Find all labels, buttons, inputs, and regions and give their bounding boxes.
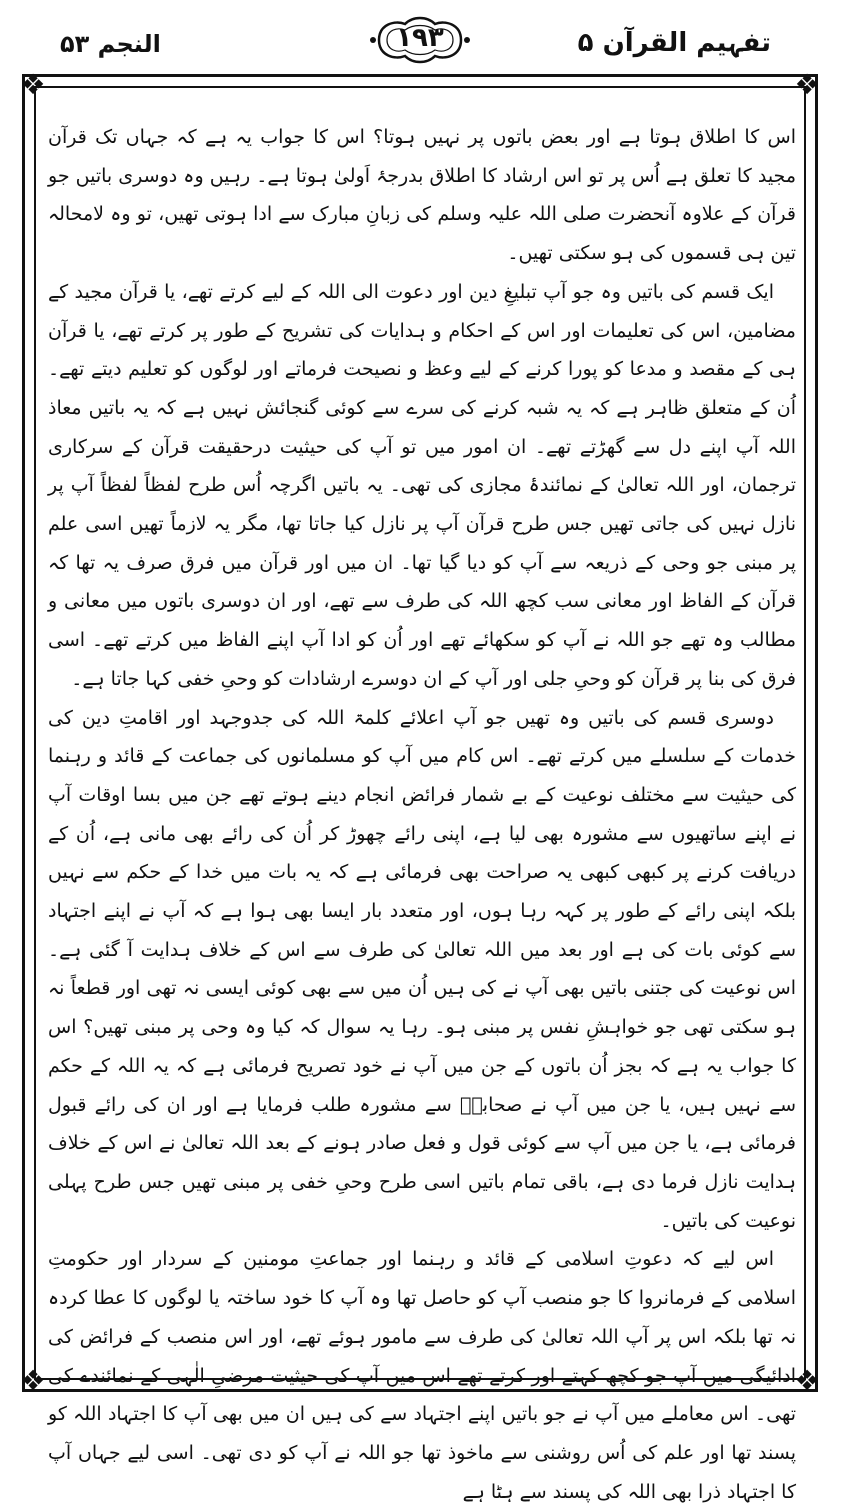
corner-ornament-icon: ❖ — [794, 68, 820, 101]
paragraph: دوسری قسم کی باتیں وہ تھیں جو آپ اعلائے کلمۃ اللہ کی جدوجہد اور اقامتِ دین کی خدمات کے سلسلے میں کرتے تھے۔ اس کام میں آپ کو مسلمانوں کی جماعت کے قائد و رہنما کی حیثیت سے مختلف نوعیت کے بے شمار فرائض انجام دینے ہوتے تھے جن میں بسا اوقات آپ نے اپنے ساتھیوں سے مشورہ بھی لیا ہے، اپنی رائے چھوڑ کر اُن کی رائے بھی مانی ہے، اُن کے دریافت کرنے پر کبھی کبھی یہ صراحت بھی فرمائی ہے کہ یہ بات میں خدا کے حکم سے نہیں بلکہ اپنی رائے کے طور پر کہہ رہا ہوں، اور متعدد بار ایسا بھی ہوا ہے کہ آپ نے اپنے اجتہاد سے کوئی بات کی ہے اور بعد میں اللہ تعالیٰ کی طرف سے اس کے خلاف ہدایت آ گئی ہے۔ اس نوعیت کی جتنی باتیں بھی آپ نے کی ہیں اُن میں سے بھی کوئی ایسی نہ تھی اور قطعاً نہ ہو سکتی تھی جو خواہشِ نفس پر مبنی ہو۔ رہا یہ سوال کہ کیا وہ وحی پر مبنی تھیں؟ اس کا جواب یہ ہے کہ بجز اُن باتوں کے جن میں آپ نے خود تصریح فرمائی ہے کہ یہ اللہ کے حکم سے نہیں ہیں، یا جن میں آپ نے صحابہؓ سے مشورہ طلب فرمایا ہے اور ان کی رائے قبول فرمائی ہے، یا جن میں آپ سے کوئی قول و فعل صادر ہونے کے بعد اللہ تعالیٰ نے اس کے خلاف ہدایت نازل فرما دی ہے، باقی تمام باتیں اسی طرح وحیِ خفی پر مبنی تھیں جس طرح پہلی نوعیت کی باتیں۔ — [48, 706, 797, 1232]
corner-ornament-icon: ❖ — [20, 68, 46, 101]
paragraph: ایک قسم کی باتیں وہ جو آپ تبلیغِ دین اور دعوت الی اللہ کے لیے کرتے تھے، یا قرآن مجید کے مضامین، اس کی تعلیمات اور اس کے احکام و ہدایات کی تشریح کے طور پر کرتے تھے، یا قرآن ہی کے مقصد و مدعا کو پورا کرنے کے لیے وعظ و نصیحت فرماتے اور لوگوں کو تعلیم دیتے تھے۔ اُن کے متعلق ظاہر ہے کہ یہ شبہ کرنے کی سرے سے کوئی گنجائش نہیں ہے کہ یہ باتیں معاذ اللہ آپ اپنے دل سے گھڑتے تھے۔ ان امور میں تو آپ کی حیثیت درحقیقت قرآن کے سرکاری ترجمان، اور اللہ تعالیٰ کے نمائندۂ مجازی کی تھی۔ یہ باتیں اگرچہ اُس طرح لفظاً لفظاً آپ پر نازل نہیں کی جاتی تھیں جس طرح قرآن آپ پر نازل کیا جاتا تھا، مگر یہ لازماً تھیں اسی علم پر مبنی جو وحی کے ذریعہ سے آپ کو دیا گیا تھا۔ ان میں اور قرآن میں فرق صرف یہ تھا کہ قرآن کے الفاظ اور معانی سب کچھ اللہ کی طرف سے تھے، اور ان دوسری باتوں میں معانی و مطالب وہ تھے جو اللہ نے آپ کو سکھائے تھے اور اُن کو ادا آپ اپنے الفاظ میں کرتے تھے۔ اسی فرق کی بنا پر قرآن کو وحیِ جلی اور آپ کے ان دوسرے ارشادات کو وحیِ خفی کہا جاتا ہے۔ — [48, 280, 796, 690]
corner-ornament-icon: ❖ — [794, 1364, 820, 1397]
page-number: ١٩٣ — [396, 23, 444, 53]
page-header — [0, 0, 841, 80]
book-title: تفہیم القرآن ۵ — [577, 28, 771, 58]
body-text — [48, 118, 796, 1511]
paragraph: اس کا اطلاق ہوتا ہے اور بعض باتوں پر نہیں ہوتا؟ اس کا جواب یہ ہے کہ جہاں تک قرآن مجید کا تعلق ہے اُس پر تو اس ارشاد کا اطلاق بدرجۂ اَولیٰ ہوتا ہے۔ رہیں وہ دوسری باتیں جو قرآن کے علاوہ آنحضرت صلی اللہ علیہ وسلم کی زبانِ مبارک سے ادا ہوتی تھیں، تو وہ لامحالہ تین ہی قسموں کی ہو سکتی تھیں۔ — [48, 126, 796, 265]
paragraph: اس لیے کہ دعوتِ اسلامی کے قائد و رہنما اور جماعتِ مومنین کے سردار اور حکومتِ اسلامی کے فرمانروا کا جو منصب آپ کو حاصل تھا وہ آپ کا خود ساختہ یا لوگوں کا عطا کردہ نہ تھا بلکہ اس پر آپ اللہ تعالیٰ کی طرف سے مامور ہوئے تھے، اور اس منصب کے فرائض کی ادائیگی میں آپ جو کچھ کہتے اور کرتے تھے اس میں آپ کی حیثیت مرضیِ الٰہی کے نمائندے کی تھی۔ اس معاملے میں آپ نے جو باتیں اپنے اجتہاد سے کی ہیں ان میں بھی آپ کا اجتہاد اللہ کو پسند تھا اور علم کی اُس روشنی سے ماخوذ تھا جو اللہ نے آپ کو دی تھی۔ اسی لیے جہاں آپ کا اجتہاد ذرا بھی اللہ کی پسند سے ہٹا ہے — [48, 1248, 796, 1503]
page-number-badge — [365, 14, 475, 66]
surah-name: النجم ۵۳ — [60, 30, 161, 58]
corner-ornament-icon: ❖ — [20, 1364, 46, 1397]
